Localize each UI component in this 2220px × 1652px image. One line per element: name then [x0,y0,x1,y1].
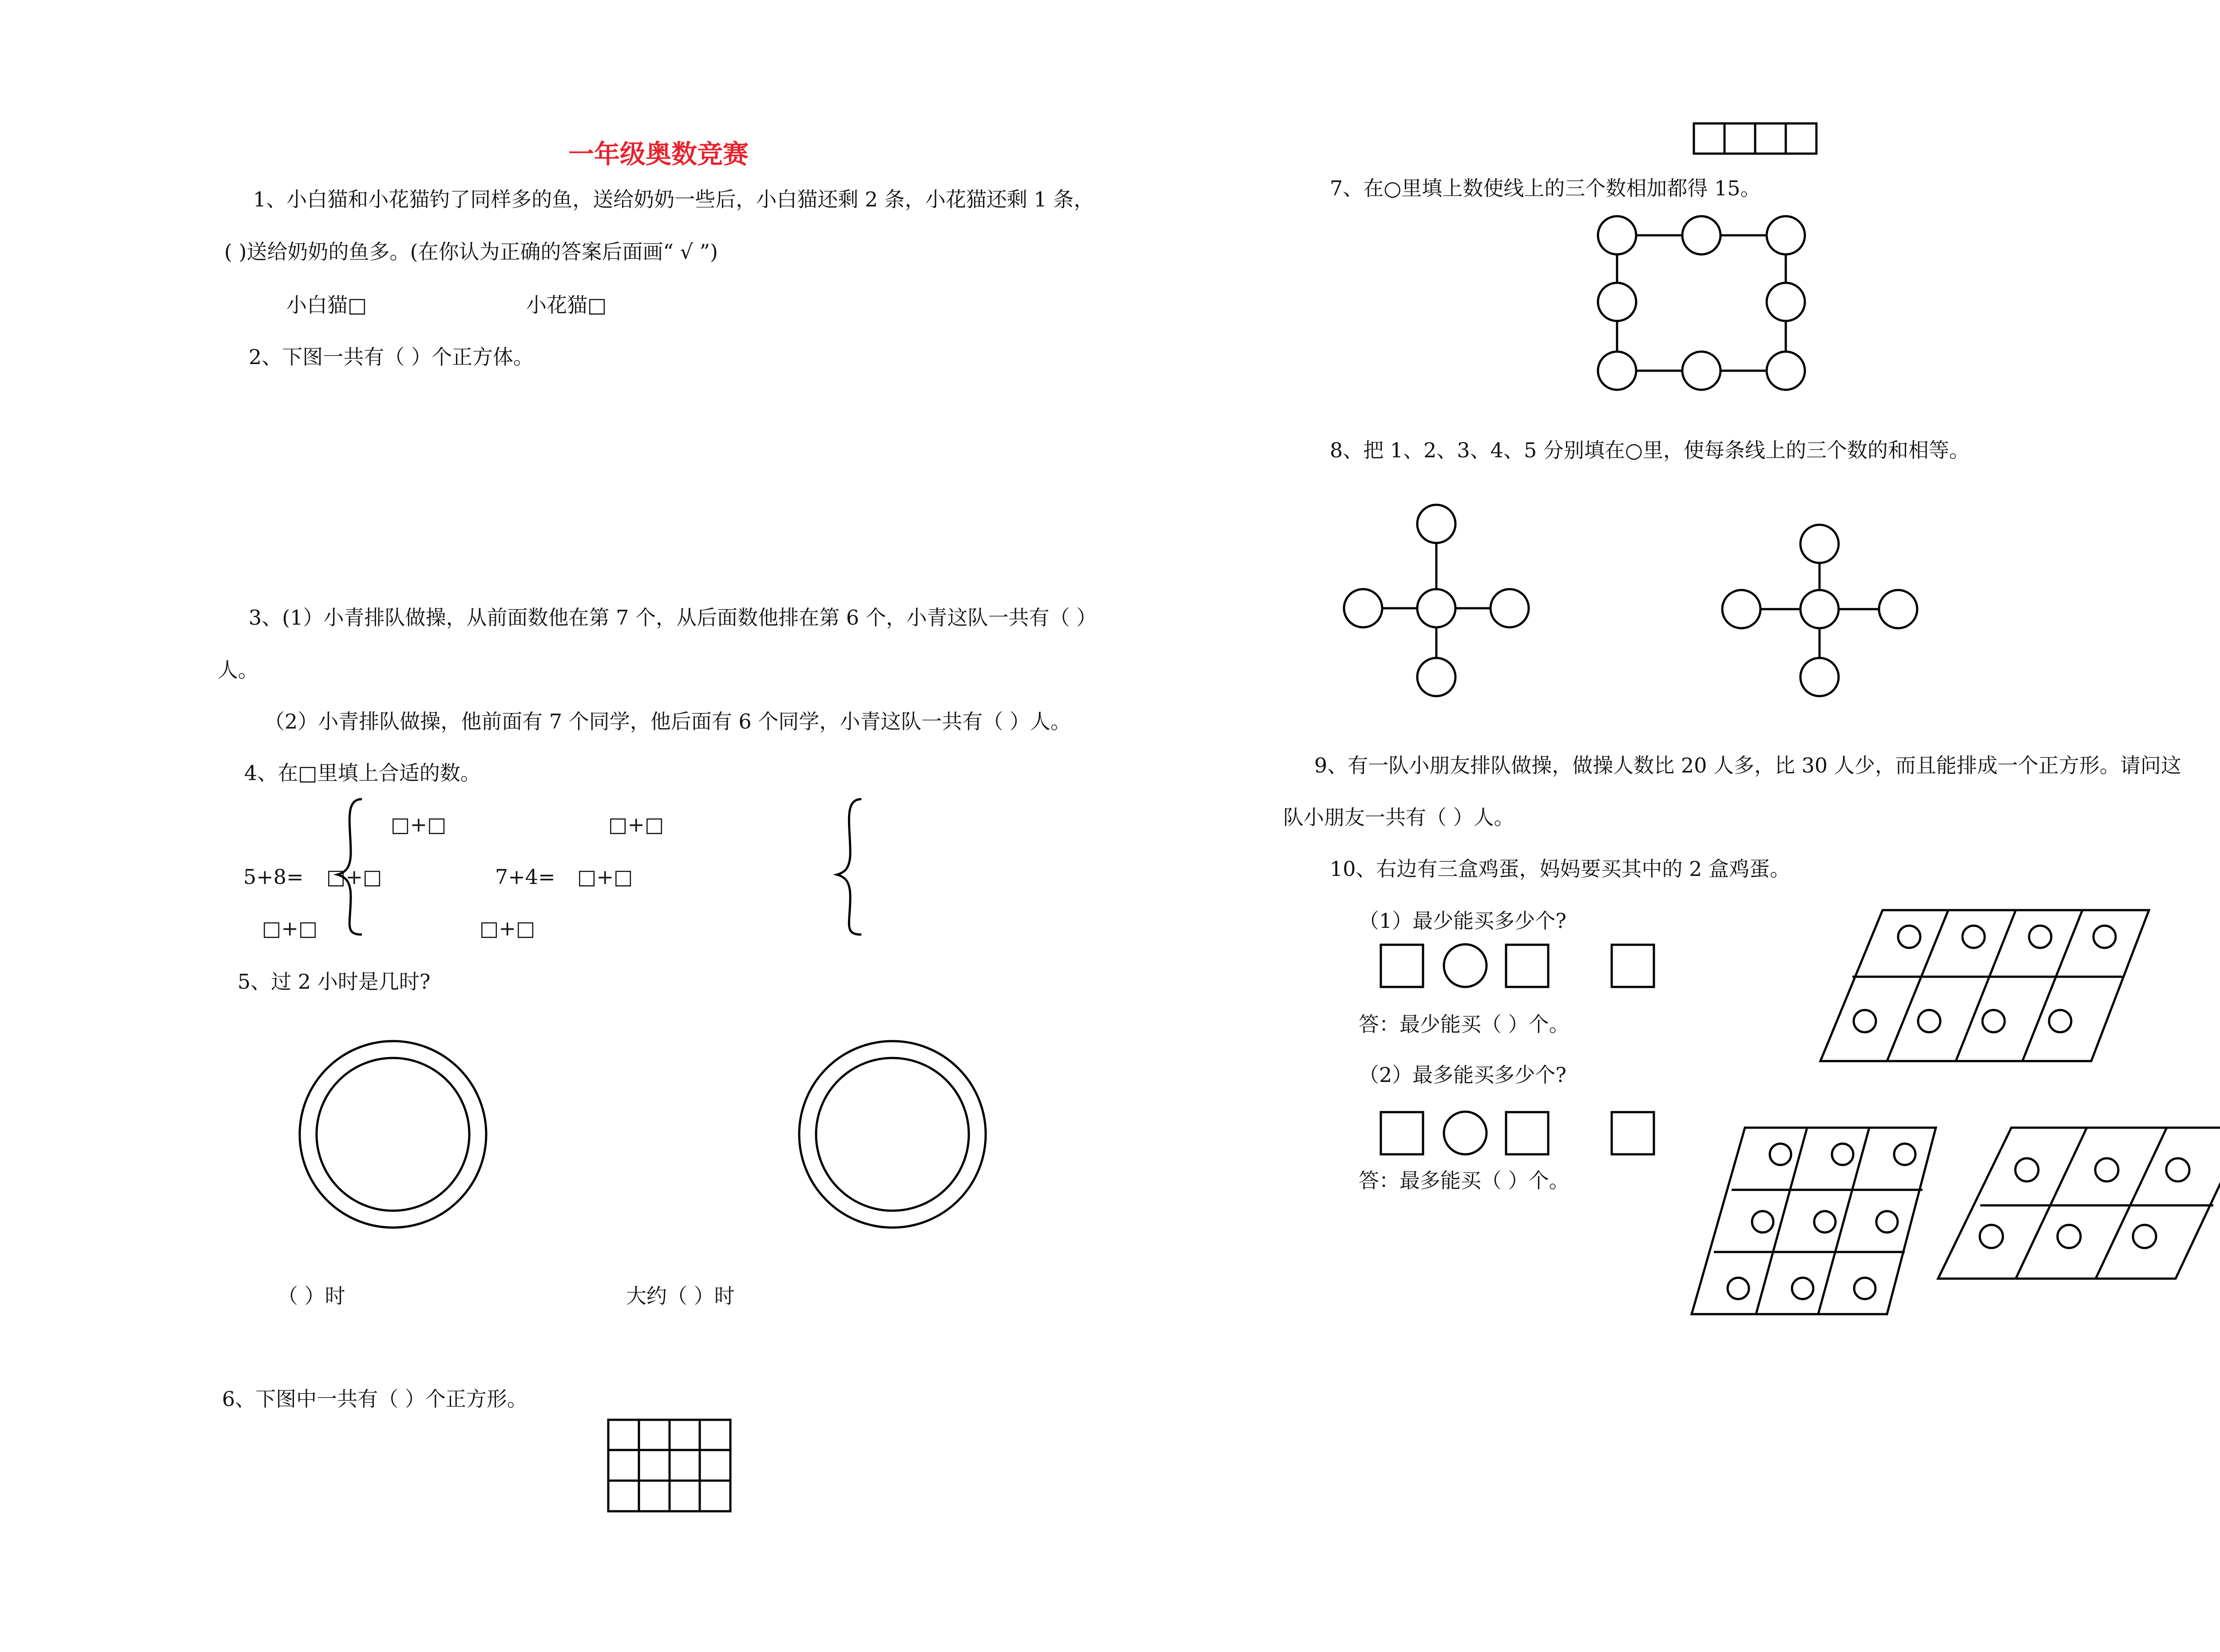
q8-cross-right [1722,525,1917,696]
q1-line2: ( )送给奶奶的鱼多。(在你认为正确的答案后面画“ √ ”) [224,240,718,264]
egg-box-2 [1692,1128,1936,1314]
q8-text: 8、把 1、2、3、4、5 分别填在○里，使每条线上的三个数的和相等。 [1330,438,1970,462]
q5-clock-left [300,1041,486,1228]
q4-blank-right-bottom: □+□ [480,916,535,940]
q4-right-expression: 7+4= [495,865,555,889]
q10-answer2: 答：最多能买（ ）个。 [1359,1169,1570,1192]
q5-text: 5、过 2 小时是几时? [238,970,431,994]
q4-blank-right-top: □+□ [608,812,664,836]
q10-answer-boxes-2 [1381,1112,1654,1154]
q5-answer-right: 大约（ ）时 [626,1284,735,1308]
egg-box-1 [1820,910,2149,1061]
q2-text: 2、下图一共有（ ）个正方体。 [249,345,534,369]
q10-text: 10、右边有三盒鸡蛋，妈妈要买其中的 2 盒鸡蛋。 [1330,857,1791,881]
egg-box-3 [1938,1128,2220,1279]
q4-blank-left-bottom: □+□ [262,916,318,940]
q9-line2: 队小朋友一共有（ ）人。 [1283,805,1514,829]
q4-text: 4、在□里填上合适的数。 [244,761,481,785]
q10-part2: （2）最多能买多少个? [1359,1063,1566,1087]
q4-blank-left-mid: □+□ [326,865,382,889]
page-title: 一年级奥数竞赛 [568,139,749,169]
top-right-box-strip [1694,123,1816,154]
q10-part1: （1）最少能买多少个? [1359,909,1566,933]
q7-circle-square [1598,216,1805,390]
q7-text: 7、在○里填上数使线上的三个数相加都得 15。 [1330,176,1761,200]
q1-option-white-cat: 小白猫□ [286,293,367,317]
q3-part1-line2: 人。 [218,658,258,682]
q3-part2: （2）小青排队做操，他前面有 7 个同学，他后面有 6 个同学，小青这队一共有（ ）人。 [264,709,1071,733]
q4-right-brace [837,799,861,935]
q6-square-grid [608,1420,730,1511]
q8-cross-left [1344,505,1529,696]
q10-answer1: 答：最少能买（ ）个。 [1359,1012,1570,1036]
q4-blank-left-top: □+□ [391,812,447,836]
q9-line1: 9、有一队小朋友排队做操，做操人数比 20 人多，比 30 人少，而且能排成一个正方形。请问这 [1314,753,2181,777]
q5-clock-right [799,1041,986,1228]
q1-option-flower-cat: 小花猫□ [526,293,607,317]
q3-part1-line1: 3、(1）小青排队做操，从前面数他在第 7 个，从后面数他排在第 6 个，小青这队一共有（ ） [249,606,1097,630]
q6-text: 6、下图中一共有（ ）个正方形。 [222,1387,527,1411]
q4-blank-right-mid: □+□ [577,865,633,889]
q1-line1: 1、小白猫和小花猫钓了同样多的鱼，送给奶奶一些后，小白猫还剩 2 条，小花猫还剩 1 条， [253,187,1094,211]
q4-left-brace [337,799,362,935]
q4-left-expression: 5+8= [243,865,304,889]
q5-answer-left: （ ）时 [278,1284,345,1308]
q10-answer-boxes-1 [1381,944,1654,987]
